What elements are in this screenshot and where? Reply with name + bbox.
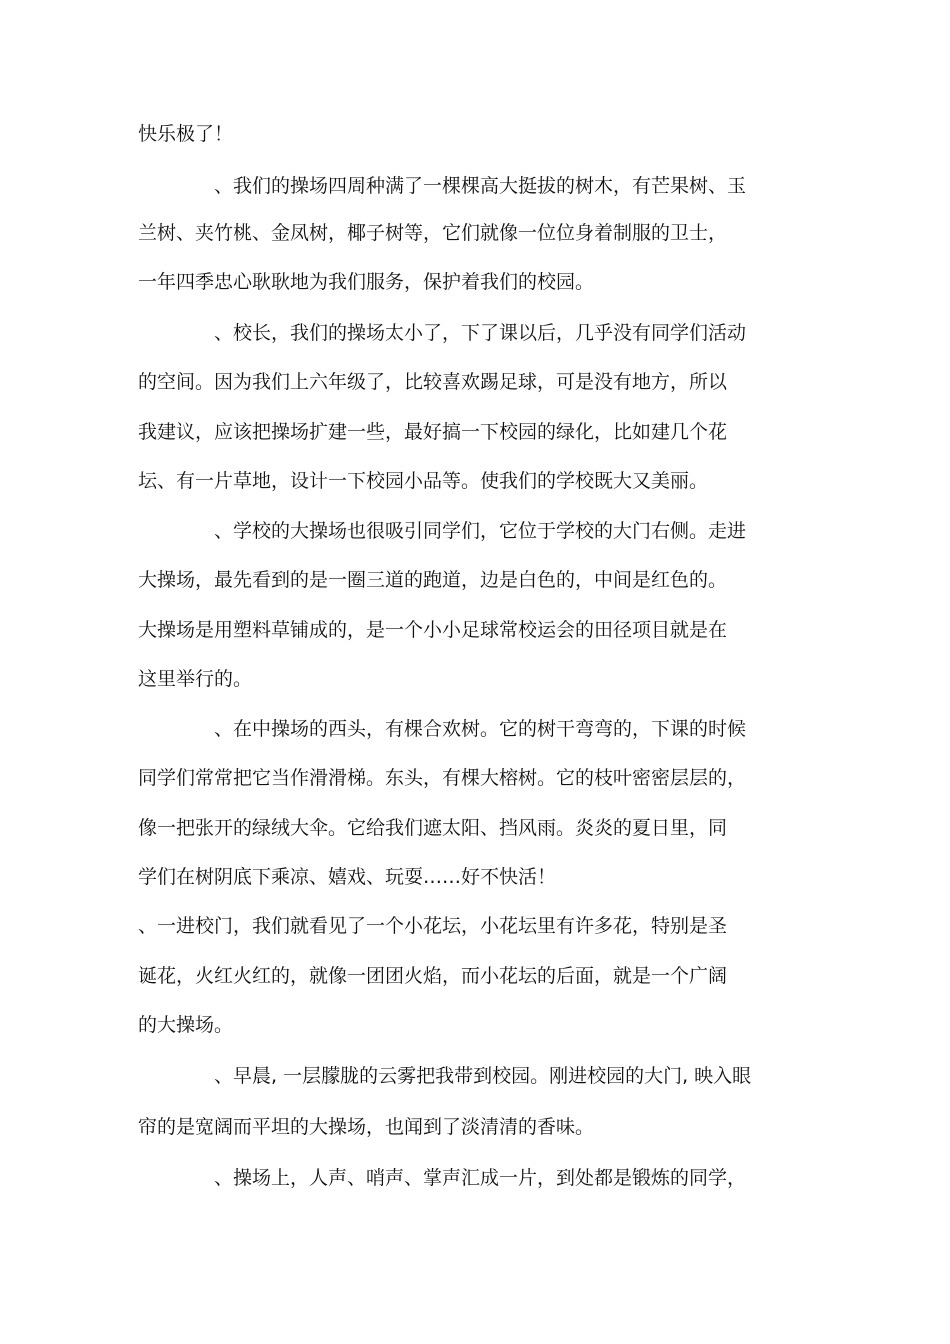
- text-line: 大操场，最先看到的是一圈三道的跑道，边是白色的，中间是红色的。: [138, 569, 728, 591]
- text-line: 一年四季忠心耿耿地为我们服务，保护着我们的校园。: [138, 271, 595, 293]
- text-line: 、操场上，人声、哨声、掌声汇成一片，到处都是锻炼的同学，: [214, 1167, 747, 1189]
- text-line: 大操场是用塑料草铺成的，是一个小小足球常校运会的田径项目就是在: [138, 619, 728, 641]
- text-line: 像一把张开的绿绒大伞。它给我们遮太阳、挡风雨。炎炎的夏日里，同: [138, 817, 728, 839]
- text-line: 同学们常常把它当作滑滑梯。东头，有棵大榕树。它的枝叶密密层层的，: [138, 767, 747, 789]
- text-line: 兰树、夹竹桃、金凤树，椰子树等，它们就像一位位身着制服的卫士，: [138, 222, 728, 244]
- text-line: 坛、有一片草地，设计一下校园小品等。使我们的学校既大又美丽。: [138, 470, 709, 492]
- text-line: 、校长，我们的操场太小了，下了课以后，几乎没有同学们活动: [214, 322, 747, 344]
- text-line: 这里举行的。: [138, 668, 253, 690]
- text-line: 学们在树阴底下乘凉、嬉戏、玩耍……好不快活！: [138, 866, 557, 888]
- text-line: 、一进校门，我们就看见了一个小花坛，小花坛里有许多花，特别是圣: [138, 915, 728, 937]
- text-line: 、我们的操场四周种满了一棵棵高大挺拔的树木，有芒果树、玉: [214, 175, 747, 197]
- text-line: 、在中操场的西头，有棵合欢树。它的树干弯弯的，下课的时候: [214, 718, 747, 740]
- text-line: 帘的是宽阔而平坦的大操场，也闻到了淡清清的香味。: [138, 1116, 595, 1138]
- text-line: 快乐极了！: [138, 123, 234, 145]
- text-line: 诞花，火红火红的，就像一团团火焰，而小花坛的后面，就是一个广阔: [138, 965, 728, 987]
- text-line: 、早晨, 一层朦胧的云雾把我带到校园。刚进校园的大门, 映入眼: [214, 1065, 752, 1087]
- text-line: 我建议，应该把操场扩建一些，最好搞一下校园的绿化，比如建几个花: [138, 421, 728, 443]
- text-line: 的大操场。: [138, 1014, 234, 1036]
- text-line: 的空间。因为我们上六年级了，比较喜欢踢足球，可是没有地方，所以: [138, 371, 728, 393]
- text-line: 、学校的大操场也很吸引同学们，它位于学校的大门右侧。走进: [214, 520, 747, 542]
